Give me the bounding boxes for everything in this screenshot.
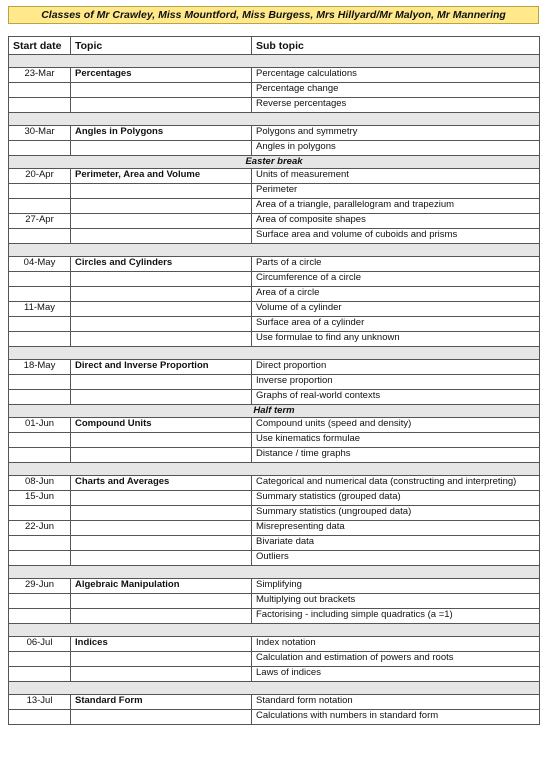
date-cell bbox=[9, 184, 71, 199]
subtopic-cell: Angles in polygons bbox=[252, 141, 540, 156]
separator-row bbox=[9, 347, 540, 360]
topic-cell: Direct and Inverse Proportion bbox=[71, 360, 252, 375]
separator-row bbox=[9, 682, 540, 695]
header-subtopic: Sub topic bbox=[252, 37, 540, 55]
subtopic-cell: Units of measurement bbox=[252, 169, 540, 184]
date-cell bbox=[9, 652, 71, 667]
date-cell: 06-Jul bbox=[9, 637, 71, 652]
topic-cell bbox=[71, 287, 252, 302]
table-row bbox=[9, 637, 540, 652]
date-cell bbox=[9, 272, 71, 287]
table-row bbox=[9, 257, 540, 272]
topic-cell bbox=[71, 199, 252, 214]
date-cell bbox=[9, 229, 71, 244]
subtopic-cell: Use kinematics formulae bbox=[252, 433, 540, 448]
separator-cell bbox=[9, 244, 540, 257]
date-cell: 30-Mar bbox=[9, 126, 71, 141]
date-cell bbox=[9, 332, 71, 347]
topic-cell bbox=[71, 332, 252, 347]
date-cell bbox=[9, 710, 71, 725]
subtopic-cell: Compound units (speed and density) bbox=[252, 418, 540, 433]
date-cell: 27-Apr bbox=[9, 214, 71, 229]
table-row bbox=[9, 390, 540, 405]
subtopic-cell: Multiplying out brackets bbox=[252, 594, 540, 609]
topic-cell bbox=[71, 433, 252, 448]
subtopic-cell: Categorical and numerical data (constructing and interpreting) bbox=[252, 476, 540, 491]
separator-row bbox=[9, 244, 540, 257]
page-title: Classes of Mr Crawley, Miss Mountford, Miss Burgess, Mrs Hillyard/Mr Malyon, Mr Mannering bbox=[8, 6, 539, 24]
date-cell bbox=[9, 83, 71, 98]
date-cell: 15-Jun bbox=[9, 491, 71, 506]
topic-cell bbox=[71, 184, 252, 199]
subtopic-cell: Use formulae to find any unknown bbox=[252, 332, 540, 347]
separator-cell bbox=[9, 682, 540, 695]
table-row bbox=[9, 287, 540, 302]
table-row bbox=[9, 667, 540, 682]
subtopic-cell: Percentage change bbox=[252, 83, 540, 98]
topic-cell bbox=[71, 506, 252, 521]
subtopic-cell: Percentage calculations bbox=[252, 68, 540, 83]
topic-cell bbox=[71, 536, 252, 551]
subtopic-cell: Area of a circle bbox=[252, 287, 540, 302]
date-cell: 11-May bbox=[9, 302, 71, 317]
table-row bbox=[9, 551, 540, 566]
topic-cell bbox=[71, 375, 252, 390]
table-row bbox=[9, 83, 540, 98]
table-row bbox=[9, 98, 540, 113]
schedule-body bbox=[9, 55, 540, 725]
table-row bbox=[9, 360, 540, 375]
date-cell bbox=[9, 317, 71, 332]
subtopic-cell: Summary statistics (ungrouped data) bbox=[252, 506, 540, 521]
subtopic-cell: Laws of indices bbox=[252, 667, 540, 682]
subtopic-cell: Direct proportion bbox=[252, 360, 540, 375]
topic-cell bbox=[71, 214, 252, 229]
table-row bbox=[9, 302, 540, 317]
topic-cell bbox=[71, 390, 252, 405]
topic-cell bbox=[71, 594, 252, 609]
table-row bbox=[9, 476, 540, 491]
table-row bbox=[9, 126, 540, 141]
date-cell bbox=[9, 390, 71, 405]
date-cell bbox=[9, 448, 71, 463]
topic-cell: Charts and Averages bbox=[71, 476, 252, 491]
topic-cell bbox=[71, 710, 252, 725]
subtopic-cell: Volume of a cylinder bbox=[252, 302, 540, 317]
table-row bbox=[9, 491, 540, 506]
separator-row bbox=[9, 55, 540, 68]
table-row bbox=[9, 521, 540, 536]
table-row bbox=[9, 710, 540, 725]
topic-cell: Perimeter, Area and Volume bbox=[71, 169, 252, 184]
topic-cell: Compound Units bbox=[71, 418, 252, 433]
topic-cell bbox=[71, 491, 252, 506]
topic-cell bbox=[71, 272, 252, 287]
date-cell bbox=[9, 287, 71, 302]
separator-cell bbox=[9, 55, 540, 68]
subtopic-cell: Standard form notation bbox=[252, 695, 540, 710]
date-cell bbox=[9, 375, 71, 390]
table-row bbox=[9, 375, 540, 390]
table-row bbox=[9, 332, 540, 347]
separator-cell bbox=[9, 624, 540, 637]
date-cell: 18-May bbox=[9, 360, 71, 375]
table-row bbox=[9, 199, 540, 214]
subtopic-cell: Graphs of real-world contexts bbox=[252, 390, 540, 405]
date-cell: 04-May bbox=[9, 257, 71, 272]
break-label: Easter break bbox=[9, 156, 540, 169]
subtopic-cell: Simplifying bbox=[252, 579, 540, 594]
date-cell bbox=[9, 506, 71, 521]
subtopic-cell: Misrepresenting data bbox=[252, 521, 540, 536]
topic-cell bbox=[71, 448, 252, 463]
table-row bbox=[9, 609, 540, 624]
subtopic-cell: Distance / time graphs bbox=[252, 448, 540, 463]
topic-cell bbox=[71, 83, 252, 98]
subtopic-cell: Index notation bbox=[252, 637, 540, 652]
date-cell bbox=[9, 536, 71, 551]
topic-cell bbox=[71, 317, 252, 332]
topic-cell bbox=[71, 521, 252, 536]
date-cell: 23-Mar bbox=[9, 68, 71, 83]
subtopic-cell: Summary statistics (grouped data) bbox=[252, 491, 540, 506]
subtopic-cell: Calculations with numbers in standard form bbox=[252, 710, 540, 725]
subtopic-cell: Outliers bbox=[252, 551, 540, 566]
date-cell bbox=[9, 199, 71, 214]
subtopic-cell: Polygons and symmetry bbox=[252, 126, 540, 141]
subtopic-cell: Parts of a circle bbox=[252, 257, 540, 272]
topic-cell: Circles and Cylinders bbox=[71, 257, 252, 272]
topic-cell: Indices bbox=[71, 637, 252, 652]
subtopic-cell: Surface area of a cylinder bbox=[252, 317, 540, 332]
topic-cell: Angles in Polygons bbox=[71, 126, 252, 141]
topic-cell bbox=[71, 141, 252, 156]
break-row bbox=[9, 405, 540, 418]
date-cell bbox=[9, 141, 71, 156]
date-cell bbox=[9, 433, 71, 448]
separator-row bbox=[9, 566, 540, 579]
topic-cell: Algebraic Manipulation bbox=[71, 579, 252, 594]
subtopic-cell: Calculation and estimation of powers and roots bbox=[252, 652, 540, 667]
date-cell: 08-Jun bbox=[9, 476, 71, 491]
table-row bbox=[9, 579, 540, 594]
table-row bbox=[9, 536, 540, 551]
header-topic: Topic bbox=[71, 37, 252, 55]
subtopic-cell: Bivariate data bbox=[252, 536, 540, 551]
date-cell bbox=[9, 551, 71, 566]
topic-cell bbox=[71, 302, 252, 317]
subtopic-cell: Factorising - including simple quadratics (a =1) bbox=[252, 609, 540, 624]
table-row bbox=[9, 506, 540, 521]
table-row bbox=[9, 317, 540, 332]
date-cell: 22-Jun bbox=[9, 521, 71, 536]
table-row bbox=[9, 652, 540, 667]
subtopic-cell: Perimeter bbox=[252, 184, 540, 199]
table-row bbox=[9, 214, 540, 229]
header-row bbox=[9, 37, 540, 55]
date-cell bbox=[9, 609, 71, 624]
separator-row bbox=[9, 113, 540, 126]
topic-cell bbox=[71, 229, 252, 244]
table-row bbox=[9, 433, 540, 448]
table-row bbox=[9, 68, 540, 83]
table-row bbox=[9, 169, 540, 184]
table-row bbox=[9, 594, 540, 609]
date-cell: 29-Jun bbox=[9, 579, 71, 594]
table-row bbox=[9, 141, 540, 156]
subtopic-cell: Surface area and volume of cuboids and prisms bbox=[252, 229, 540, 244]
date-cell bbox=[9, 98, 71, 113]
subtopic-cell: Reverse percentages bbox=[252, 98, 540, 113]
break-row bbox=[9, 156, 540, 169]
schedule-table bbox=[8, 36, 540, 725]
separator-row bbox=[9, 463, 540, 476]
topic-cell: Standard Form bbox=[71, 695, 252, 710]
subtopic-cell: Area of a triangle, parallelogram and trapezium bbox=[252, 199, 540, 214]
header-start-date: Start date bbox=[9, 37, 71, 55]
table-row bbox=[9, 184, 540, 199]
topic-cell bbox=[71, 551, 252, 566]
date-cell: 20-Apr bbox=[9, 169, 71, 184]
topic-cell: Percentages bbox=[71, 68, 252, 83]
date-cell bbox=[9, 594, 71, 609]
separator-cell bbox=[9, 113, 540, 126]
date-cell bbox=[9, 667, 71, 682]
topic-cell bbox=[71, 98, 252, 113]
date-cell: 13-Jul bbox=[9, 695, 71, 710]
break-label: Half term bbox=[9, 405, 540, 418]
table-row bbox=[9, 229, 540, 244]
subtopic-cell: Circumference of a circle bbox=[252, 272, 540, 287]
topic-cell bbox=[71, 652, 252, 667]
separator-row bbox=[9, 624, 540, 637]
subtopic-cell: Area of composite shapes bbox=[252, 214, 540, 229]
topic-cell bbox=[71, 667, 252, 682]
table-row bbox=[9, 272, 540, 287]
subtopic-cell: Inverse proportion bbox=[252, 375, 540, 390]
date-cell: 01-Jun bbox=[9, 418, 71, 433]
separator-cell bbox=[9, 347, 540, 360]
table-row bbox=[9, 448, 540, 463]
table-row bbox=[9, 695, 540, 710]
separator-cell bbox=[9, 463, 540, 476]
table-row bbox=[9, 418, 540, 433]
topic-cell bbox=[71, 609, 252, 624]
separator-cell bbox=[9, 566, 540, 579]
